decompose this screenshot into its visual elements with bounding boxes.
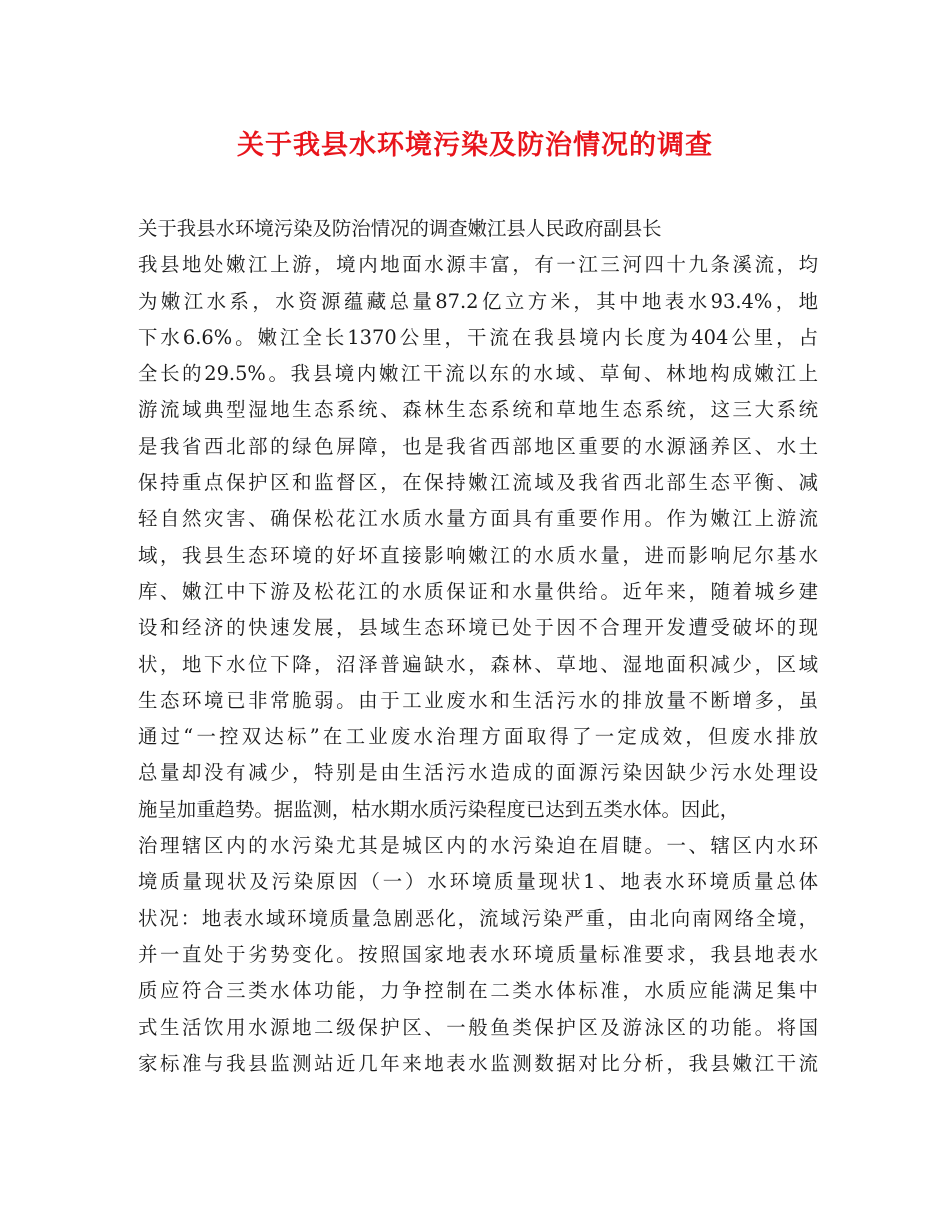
body-line: 通过“一控双达标”在工业废水治理方面取得了一定成效，但废水排放	[138, 725, 818, 749]
body-line: 设和经济的快速发展，县域生态环境已处于因不合理开发遭受破坏的现	[138, 616, 818, 640]
body-line: 库、嫩江中下游及松花江的水质保证和水量供给。近年来，随着城乡建	[138, 579, 818, 603]
body-line: 关于我县水环境污染及防治情况的调查嫩江县人民政府副县长	[138, 217, 662, 240]
body-line: 我县地处嫩江上游，境内地面水源丰富，有一江三河四十九条溪流，均	[138, 253, 818, 277]
body-line: 保持重点保护区和监督区，在保持嫩江流域及我省西北部生态平衡、减	[138, 471, 818, 495]
body-line: 境质量现状及污染原因（一）水环境质量现状1、地表水环境质量总体	[138, 870, 818, 894]
body-line: 质应符合三类水体功能，力争控制在二类水体标准，水质应能满足集中	[138, 979, 818, 1003]
body-line: 生态环境已非常脆弱。由于工业废水和生活污水的排放量不断增多，虽	[138, 688, 818, 712]
body-line: 并一直处于劣势变化。按照国家地表水环境质量标准要求，我县地表水	[138, 942, 818, 966]
body-line: 治理辖区内的水污染尤其是城区内的水污染迫在眉睫。一、辖区内水环	[138, 834, 818, 858]
body-line: 施呈加重趋势。据监测，枯水期水质污染程度已达到五类水体。因此，	[138, 797, 740, 821]
body-line: 轻自然灾害、确保松花江水质水量方面具有重要作用。作为嫩江上游流	[138, 507, 818, 531]
body-line: 总量却没有减少，特别是由生活污水造成的面源污染因缺少污水处理设	[138, 761, 818, 785]
body-line: 状况：地表水域环境质量急剧恶化，流域污染严重，由北向南网络全境，	[138, 906, 818, 930]
body-line: 是我省西北部的绿色屏障，也是我省西部地区重要的水源涵养区、水土	[138, 434, 818, 458]
body-line: 式生活饮用水源地二级保护区、一般鱼类保护区及游泳区的功能。将国	[138, 1015, 818, 1039]
body-line: 状，地下水位下降，沼泽普遍缺水，森林、草地、湿地面积减少，区域	[138, 652, 818, 676]
document-title: 关于我县水环境污染及防治情况的调查	[237, 130, 713, 161]
body-line: 游流域典型湿地生态系统、森林生态系统和草地生态系统，这三大系统	[138, 398, 818, 422]
body-line: 为嫩江水系，水资源蕴藏总量87.2亿立方米，其中地表水93.4%，地	[138, 289, 818, 313]
document-body	[138, 211, 818, 1082]
body-line: 全长的29.5%。我县境内嫩江干流以东的水域、草甸、林地构成嫩江上	[138, 362, 818, 386]
body-line: 域，我县生态环境的好坏直接影响嫩江的水质水量，进而影响尼尔基水	[138, 543, 818, 567]
body-line: 下水6.6%。嫩江全长1370公里，干流在我县境内长度为404公里，占	[138, 325, 818, 349]
body-line: 家标准与我县监测站近几年来地表水监测数据对比分析，我县嫩江干流	[138, 1051, 818, 1075]
